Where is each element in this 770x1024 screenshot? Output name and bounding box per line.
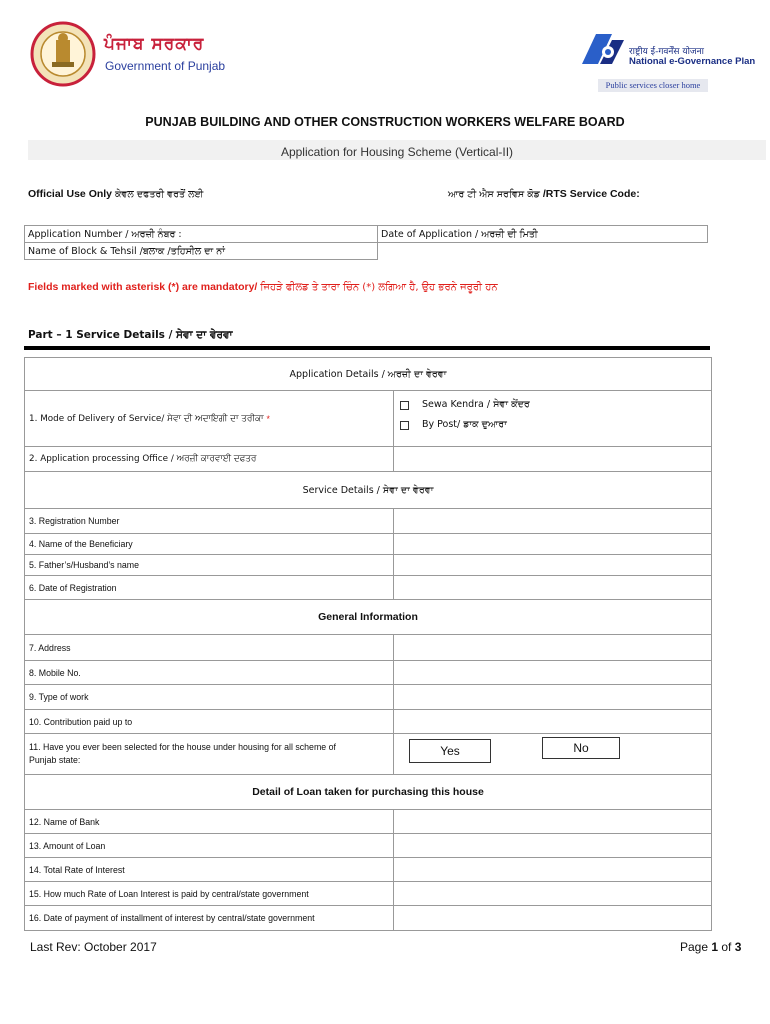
bank-name-row <box>25 809 711 833</box>
block-tehsil-label: Name of Block & Tehsil /ਬਲਾਕ /ਤਹਿਸੀਲ ਦਾ ਨਾਂ <box>28 245 225 257</box>
installment-date-field[interactable] <box>394 906 711 930</box>
egov-tagline: Public services closer home <box>598 79 708 92</box>
sewa-kendra-label: Sewa Kendra / ਸੇਵਾ ਕੇਂਦਰ <box>422 399 530 410</box>
punjab-seal-logo <box>30 18 96 90</box>
interest-paid-row <box>25 881 711 905</box>
yes-option[interactable]: Yes <box>409 739 491 763</box>
interest-paid-label: 15. How much Rate of Loan Interest is paid by central/state government <box>29 888 309 899</box>
work-type-label: 9. Type of work <box>29 692 89 702</box>
page-prefix: Page <box>680 940 712 954</box>
application-date-label: Date of Application / ਅਰਜ਼ੀ ਦੀ ਮਿਤੀ <box>381 228 538 240</box>
service-form <box>24 357 712 931</box>
father-name-label: 5. Father’s/Husband’s name <box>29 560 140 570</box>
mandatory-notice <box>28 281 498 293</box>
service-details-header-text: Service Details / ਸੇਵਾ ਦਾ ਵੇਰਵਾ <box>302 484 434 496</box>
registration-number-label: 3. Registration Number <box>29 516 120 526</box>
work-type-row <box>25 684 711 709</box>
application-details-header-text: Application Details / ਅਰਜ਼ੀ ਦਾ ਵੇਰਵਾ <box>289 368 447 380</box>
address-label: 7. Address <box>29 642 71 653</box>
address-row <box>25 634 711 660</box>
installment-date-label: 16. Date of payment of installment of interest by central/state government <box>29 913 315 923</box>
egov-logo <box>578 28 626 70</box>
mandatory-pa: ਜਿਹੜੇ ਫੀਲਡ ਤੇ ਤਾਰਾ ਚਿੰਨ (*) ਲਗਿਆ ਹੈ, ਉਹ ਭਰਨੇ ਜਰੂਰੀ ਹਨ <box>260 282 498 293</box>
board-title: PUNJAB BUILDING AND OTHER CONSTRUCTION WORKERS WELFARE BOARD <box>145 115 625 129</box>
bank-name-field[interactable] <box>394 810 711 833</box>
official-use-en: Official Use Only <box>28 188 113 200</box>
part-1-title: Part – 1 Service Details / ਸੇਵਾ ਦਾ ਵੇਰਵਾ <box>28 329 233 341</box>
government-of-punjab-subtitle: Government of Punjab <box>105 59 226 73</box>
contribution-label: 10. Contribution paid up to <box>29 716 133 727</box>
beneficiary-name-label: 4. Name of the Beneficiary <box>29 539 133 549</box>
page-total: 3 <box>734 940 742 954</box>
interest-rate-label: 14. Total Rate of Interest <box>29 864 125 875</box>
bank-name-label: 12. Name of Bank <box>29 816 100 827</box>
mode-of-delivery-row <box>25 390 711 446</box>
processing-office-row <box>25 446 711 471</box>
general-info-header-text: General Information <box>318 611 418 623</box>
loan-details-header <box>25 774 711 809</box>
rts-pa: ਆਰ ਟੀ ਐਸ ਸਰਵਿਸ ਕੋਡ <box>448 189 540 200</box>
page-indicator <box>680 940 741 954</box>
father-name-row <box>25 554 711 575</box>
work-type-field[interactable] <box>394 685 711 709</box>
mobile-label: 8. Mobile No. <box>29 667 81 678</box>
interest-rate-row <box>25 857 711 881</box>
no-option[interactable]: No <box>542 737 620 759</box>
processing-office-field[interactable] <box>394 447 711 471</box>
mobile-field[interactable] <box>394 661 711 684</box>
official-use-label <box>28 188 203 200</box>
by-post-label: By Post/ ਡਾਕ ਦੁਆਰਾ <box>422 419 507 430</box>
application-info-table <box>24 225 708 260</box>
mobile-row <box>25 660 711 684</box>
beneficiary-name-field[interactable] <box>394 534 711 554</box>
registration-date-label: 6. Date of Registration <box>29 582 117 593</box>
contribution-field[interactable] <box>394 710 711 733</box>
egov-hindi-text: राष्ट्रीय ई-गवर्नेंस योजना <box>629 47 704 57</box>
selected-before-question-cont: Punjab state: <box>29 755 81 765</box>
registration-date-row <box>25 575 711 599</box>
selected-before-row <box>25 733 711 774</box>
interest-rate-field[interactable] <box>394 858 711 881</box>
page-number: 1 <box>711 940 719 954</box>
empty-cell <box>378 243 708 260</box>
rts-service-code-label <box>448 188 640 200</box>
registration-date-field[interactable] <box>394 576 711 599</box>
by-post-checkbox[interactable] <box>400 421 409 430</box>
punjab-government-title: ਪੰਜਾਬ ਸਰਕਾਰ <box>104 34 205 54</box>
official-use-pa: ਕੇਵਲ ਦਫਤਰੀ ਵਰਤੋਂ ਲਈ <box>114 189 204 200</box>
rts-en: /RTS Service Code: <box>542 188 640 200</box>
mode-of-delivery-options <box>394 391 711 446</box>
general-info-header <box>25 599 711 634</box>
mode-of-delivery-label <box>25 391 394 446</box>
processing-office-label: 2. Application processing Office / ਅਰਜ਼ੀ ਕਾਰਵਾਈ ਦਫਤਰ <box>29 454 257 464</box>
beneficiary-name-row <box>25 533 711 554</box>
father-name-field[interactable] <box>394 555 711 575</box>
loan-amount-row <box>25 833 711 857</box>
loan-details-header-text: Detail of Loan taken for purchasing this house <box>252 786 484 798</box>
loan-amount-label: 13. Amount of Loan <box>29 840 106 851</box>
application-number-field[interactable] <box>25 226 378 243</box>
application-details-header <box>25 358 711 390</box>
required-asterisk: * <box>266 413 270 424</box>
loan-amount-field[interactable] <box>394 834 711 857</box>
page-of: of <box>718 940 735 954</box>
application-date-field[interactable] <box>378 226 708 243</box>
egov-english-text: National e-Governance Plan <box>629 56 756 67</box>
service-details-header <box>25 471 711 508</box>
installment-date-row <box>25 905 711 930</box>
sewa-kendra-checkbox[interactable] <box>400 401 409 410</box>
address-field[interactable] <box>394 635 711 660</box>
application-number-label: Application Number / ਅਰਜ਼ੀ ਨੰਬਰ : <box>28 228 182 240</box>
contribution-row <box>25 709 711 733</box>
interest-paid-field[interactable] <box>394 882 711 905</box>
selected-before-options <box>394 734 711 774</box>
selected-before-question: 11. Have you ever been selected for the house under housing for all scheme of <box>29 742 336 752</box>
scheme-title: Application for Housing Scheme (Vertical-II) <box>280 145 514 159</box>
registration-number-row <box>25 508 711 533</box>
registration-number-field[interactable] <box>394 509 711 533</box>
revision-note: Last Rev: October 2017 <box>30 940 157 954</box>
section-divider <box>24 346 710 350</box>
mode-of-delivery-text: 1. Mode of Delivery of Service/ ਸੇਵਾ ਦੀ ਅਦਾਇਗੀ ਦਾ ਤਰੀਕਾ <box>29 413 264 424</box>
block-tehsil-field[interactable] <box>25 243 378 260</box>
mandatory-en: Fields marked with asterisk (*) are mandatory/ <box>28 281 258 293</box>
